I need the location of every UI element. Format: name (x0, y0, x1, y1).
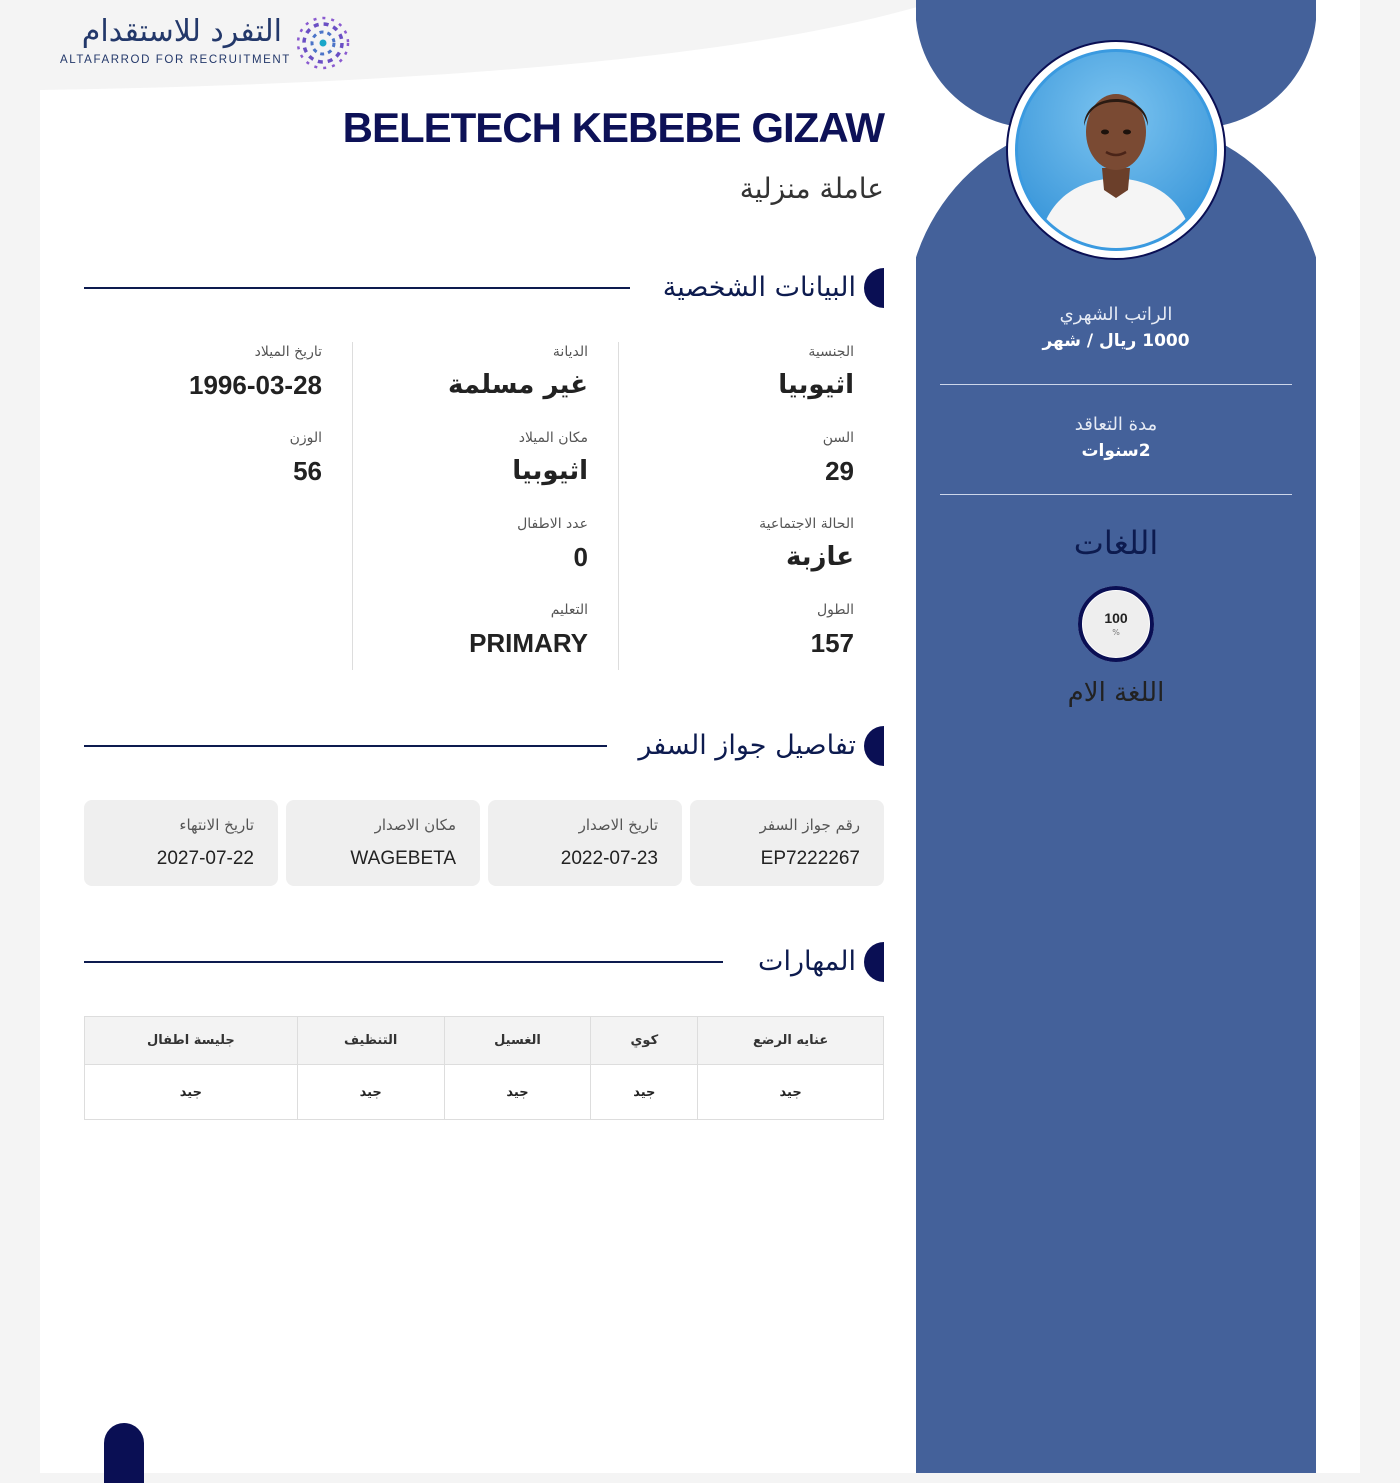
section-tab (864, 942, 884, 982)
personal-section-title: البيانات الشخصية (662, 272, 856, 303)
column-divider (352, 342, 353, 670)
field-height (811, 602, 854, 659)
card-value: 2027-07-22 (156, 848, 254, 869)
sidebar (916, 0, 1316, 1473)
languages-title: اللغات (1073, 524, 1159, 562)
language-name: اللغة الام (1067, 678, 1165, 708)
field-value: 29 (825, 456, 854, 486)
column-divider (618, 342, 619, 670)
field-religion (448, 344, 588, 400)
avatar (1006, 40, 1226, 260)
field-value: PRIMARY (469, 628, 588, 658)
gauge-unit: % (1112, 628, 1120, 637)
field-label: الجنسية (808, 344, 854, 360)
skills-section-header (84, 942, 884, 982)
section-tab (864, 726, 884, 766)
field-value: غير مسلمة (448, 370, 588, 400)
salary-block (940, 304, 1292, 351)
language-gauge (1076, 584, 1156, 664)
section-line (84, 961, 723, 963)
field-label: الحالة الاجتماعية (759, 516, 854, 532)
field-label: عدد الاطفال (517, 516, 588, 532)
field-birth-date (189, 344, 322, 401)
gauge-value: 100 (1104, 610, 1128, 626)
field-value: 1996-03-28 (189, 370, 322, 400)
contract-value: 2سنوات (1081, 441, 1151, 461)
field-label: الطول (816, 602, 854, 618)
skills-header-row (85, 1017, 884, 1065)
skill-header: الغسيل (444, 1017, 591, 1065)
field-value: 56 (293, 456, 322, 486)
field-marital-status (759, 516, 854, 572)
section-line (84, 287, 630, 289)
logo-mark-icon (296, 16, 350, 70)
candidate-name: BELETECH KEBEBE GIZAW (342, 104, 884, 151)
skill-level: جيد (591, 1065, 698, 1120)
field-children (517, 516, 588, 573)
field-label: تاريخ الميلاد (254, 344, 322, 360)
skill-level: جيد (444, 1065, 591, 1120)
decorative-tab (104, 1423, 144, 1483)
card-label: مكان الاصدار (374, 816, 456, 834)
contract-block (940, 414, 1292, 461)
personal-section-header (84, 268, 884, 308)
skill-header: جليسة اطفال (85, 1017, 298, 1065)
company-logo (60, 14, 350, 74)
skill-level: جيد (698, 1065, 884, 1120)
sidebar-divider (940, 494, 1292, 495)
contract-label: مدة التعاقد (1074, 414, 1158, 435)
section-line (84, 745, 607, 747)
field-label: الديانة (552, 344, 588, 360)
company-name-ar: التفرد للاستقدام (81, 14, 282, 49)
table-row (85, 1065, 884, 1120)
field-value: 157 (810, 628, 854, 658)
skills-table (84, 1016, 884, 1120)
skills-section-title: المهارات (758, 946, 856, 977)
field-value: 0 (573, 542, 588, 572)
skill-header: عنايه الرضع (698, 1017, 884, 1065)
card-value: 2022-07-23 (560, 848, 658, 869)
card-label: تاريخ الاصدار (578, 816, 658, 834)
field-age (823, 430, 854, 487)
card-label: رقم جواز السفر (759, 816, 860, 834)
field-value: اثيوبيا (778, 370, 854, 400)
field-label: مكان الميلاد (518, 430, 588, 446)
passport-section-title: تفاصيل جواز السفر (638, 730, 856, 761)
field-label: التعليم (550, 602, 588, 618)
field-label: السن (822, 430, 854, 446)
field-education (469, 602, 588, 659)
field-label: الوزن (289, 430, 322, 446)
section-tab (864, 268, 884, 308)
salary-value: 1000 ريال / شهر (1042, 331, 1190, 351)
card-label: تاريخ الانتهاء (179, 816, 254, 834)
skill-level: جيد (297, 1065, 444, 1120)
passport-card-issue-date (488, 800, 682, 886)
skill-level: جيد (85, 1065, 298, 1120)
passport-card-number (690, 800, 884, 886)
field-birth-place (512, 430, 588, 486)
sidebar-divider (940, 384, 1292, 385)
passport-section-header (84, 726, 884, 766)
card-value: WAGEBETA (350, 848, 456, 869)
field-value: عازبة (785, 542, 854, 572)
card-value: EP7222267 (760, 848, 860, 869)
salary-label: الراتب الشهري (1059, 304, 1173, 325)
passport-card-issue-place (286, 800, 480, 886)
field-weight (290, 430, 322, 487)
skill-header: كوي (591, 1017, 698, 1065)
job-title: عاملة منزلية (739, 172, 884, 205)
passport-card-expiry-date (84, 800, 278, 886)
field-value: اثيوبيا (512, 456, 588, 486)
company-name-en: ALTAFARROD FOR RECRUITMENT (60, 54, 291, 66)
skill-header: التنظيف (297, 1017, 444, 1065)
field-nationality (778, 344, 854, 400)
